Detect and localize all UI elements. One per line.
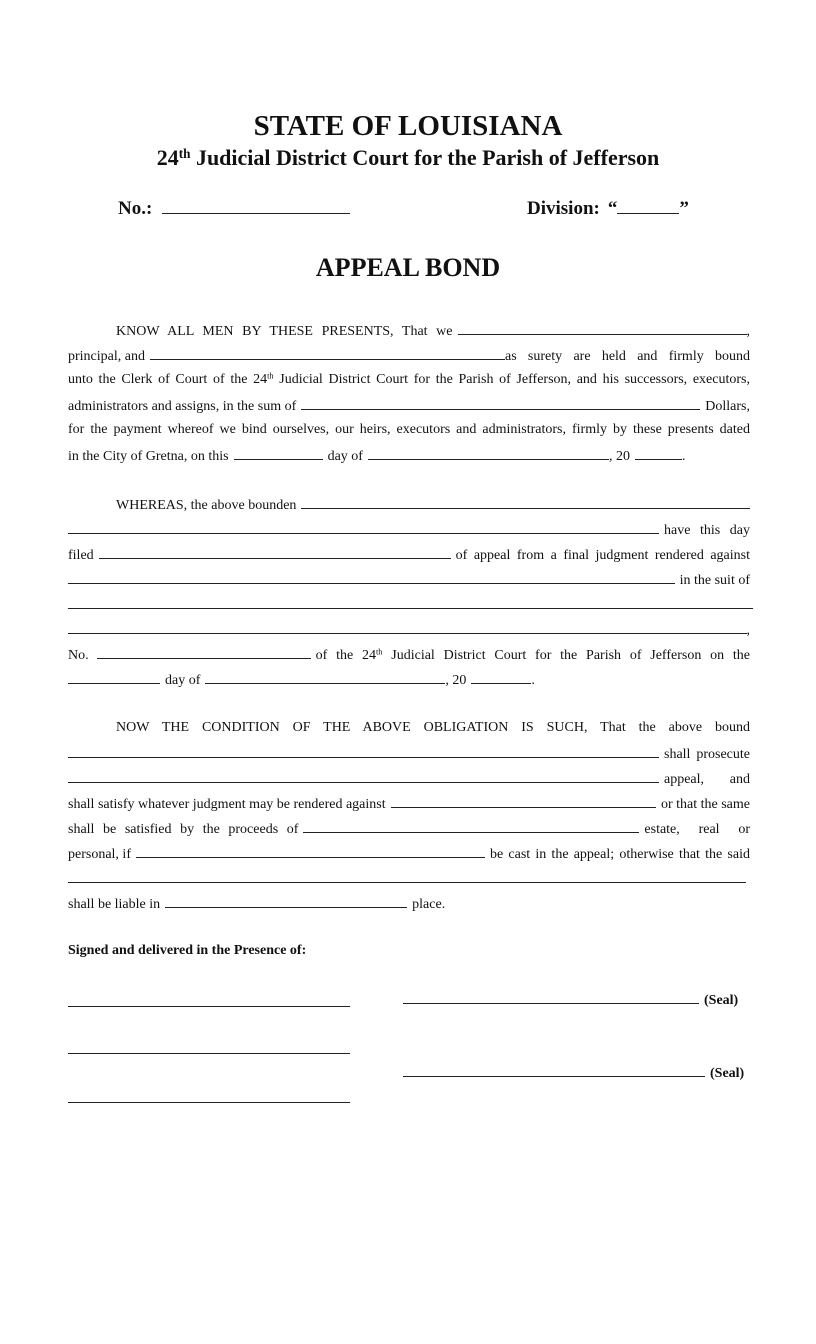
witness-signature-line-1[interactable]	[68, 994, 350, 1007]
judgment-month-blank[interactable]	[205, 671, 445, 684]
division-field	[527, 198, 689, 220]
text: of appeal from a final judgment rendered against	[455, 548, 750, 563]
judgment-year-blank[interactable]	[471, 671, 531, 684]
suit-blank[interactable]	[68, 596, 753, 609]
text: shall be satisfied by the proceeds of	[68, 822, 299, 837]
principal-signature	[403, 991, 738, 1009]
p3-line8	[68, 895, 750, 913]
text: .	[531, 673, 535, 688]
quote-close: ”	[679, 198, 689, 219]
text: filed	[68, 548, 94, 563]
p1-line6	[68, 447, 750, 465]
division-blank[interactable]	[617, 201, 679, 214]
text: as surety are held and firmly bound	[504, 349, 750, 364]
text: KNOW ALL MEN BY THESE PRESENTS, That we	[116, 324, 453, 339]
p1-line1	[68, 322, 750, 340]
p1-line5	[68, 422, 750, 438]
text: for the payment whereof we bind ourselves, our heirs, executors and administrators, firmly by these presents dated	[68, 422, 750, 437]
court-heading	[0, 145, 816, 171]
no-label: No.:	[118, 198, 153, 219]
witness-signature-line-3[interactable]	[68, 1090, 350, 1103]
day-blank[interactable]	[234, 447, 323, 460]
presence-label	[68, 943, 750, 959]
p2-line5	[68, 596, 753, 609]
text: Signed and delivered in the Presence of:	[68, 943, 307, 958]
p1-line3	[68, 372, 750, 388]
text: have this day	[664, 523, 750, 538]
text: day of	[165, 673, 201, 688]
surety-signature	[403, 1064, 744, 1082]
p2-line3	[68, 546, 750, 564]
court-sup: th	[178, 145, 191, 161]
text: No.	[68, 648, 89, 663]
against-blank[interactable]	[68, 571, 675, 584]
principal-signature-line[interactable]	[403, 991, 699, 1004]
text: of the 24	[315, 648, 376, 663]
case-number-field	[118, 198, 350, 220]
p2-line1	[68, 496, 750, 514]
suit-number-blank[interactable]	[97, 646, 311, 659]
p1-line2	[68, 347, 750, 365]
text: .	[681, 449, 686, 464]
text: Dollars,	[705, 399, 750, 414]
text: ,	[746, 324, 750, 339]
p1-line4	[68, 397, 750, 415]
p3-line7	[68, 870, 746, 883]
p3-line2	[68, 745, 750, 763]
principal-blank[interactable]	[458, 322, 747, 335]
witness-signature-line-2[interactable]	[68, 1041, 350, 1054]
text: unto the Clerk of Court of the 24	[68, 372, 268, 387]
document-title: APPEAL BOND	[315, 253, 501, 282]
appellant-blank[interactable]	[301, 496, 750, 509]
p3-line6	[68, 845, 750, 863]
p3-line4	[68, 795, 750, 813]
p2-line4	[68, 571, 750, 589]
liable-place-blank[interactable]	[165, 895, 407, 908]
p2-line7	[68, 646, 750, 664]
text: estate, real or	[644, 822, 750, 837]
text: personal, if	[68, 847, 131, 862]
surety-signature-line[interactable]	[403, 1064, 705, 1077]
text: shall be liable in	[68, 897, 161, 912]
seal-label: (Seal)	[710, 1066, 745, 1081]
proceeds-blank[interactable]	[303, 820, 639, 833]
text: , 20	[445, 673, 467, 688]
appeal-type-blank[interactable]	[99, 546, 451, 559]
p3-line3	[68, 770, 750, 788]
year-blank[interactable]	[635, 447, 682, 460]
text: WHEREAS, the above bounden	[116, 498, 297, 513]
text: appeal, and	[664, 772, 750, 787]
text: in the City of Gretna, on this	[68, 449, 229, 464]
text	[316, 648, 750, 664]
appellant-blank-2[interactable]	[68, 521, 659, 534]
rendered-against-blank[interactable]	[391, 795, 656, 808]
text: ,	[746, 623, 750, 638]
text: NOW THE CONDITION OF THE ABOVE OBLIGATION IS SUCH, That the above bound	[116, 720, 750, 735]
division-label: Division:	[527, 198, 600, 219]
p2-line6	[68, 621, 750, 639]
text: Judicial District Court for the Parish of Jefferson, and his successors, executors,	[273, 372, 750, 387]
case-number-blank[interactable]	[162, 201, 350, 214]
text: , 20	[608, 449, 630, 464]
text: principal, and	[68, 349, 145, 364]
sup: th	[267, 371, 274, 381]
court-name: Judicial District Court for the Parish of Jefferson	[190, 145, 660, 170]
p2-line8	[68, 671, 750, 689]
sup: th	[375, 647, 383, 657]
text: be cast in the appeal; otherwise that the said	[489, 847, 750, 862]
text: in the suit of	[679, 573, 750, 588]
quote-open: “	[607, 198, 618, 219]
liable-party-blank[interactable]	[68, 870, 746, 883]
p2-line2	[68, 521, 750, 539]
p3-line1	[68, 720, 750, 736]
text: day of	[327, 449, 363, 464]
suit-blank-2[interactable]	[68, 621, 747, 634]
p3-line5	[68, 820, 750, 838]
cast-party-blank[interactable]	[136, 845, 485, 858]
sum-blank[interactable]	[301, 397, 700, 410]
seal-label: (Seal)	[704, 993, 739, 1008]
prosecute-blank[interactable]	[68, 770, 659, 783]
court-number: 24	[156, 145, 179, 170]
text: shall prosecute	[664, 747, 750, 762]
judgment-day-blank[interactable]	[68, 671, 160, 684]
text: administrators and assigns, in the sum of	[68, 399, 297, 414]
month-blank[interactable]	[368, 447, 609, 460]
text: or that the same	[660, 797, 750, 812]
text	[68, 372, 750, 388]
state-heading: STATE OF LOUISIANA	[253, 110, 563, 142]
bound-party-blank[interactable]	[68, 745, 659, 758]
text: Judicial District Court for the Parish of Jefferson on the	[382, 648, 751, 663]
text: shall satisfy whatever judgment may be rendered against	[68, 797, 386, 812]
surety-blank[interactable]	[150, 347, 505, 360]
text: place.	[412, 897, 446, 912]
